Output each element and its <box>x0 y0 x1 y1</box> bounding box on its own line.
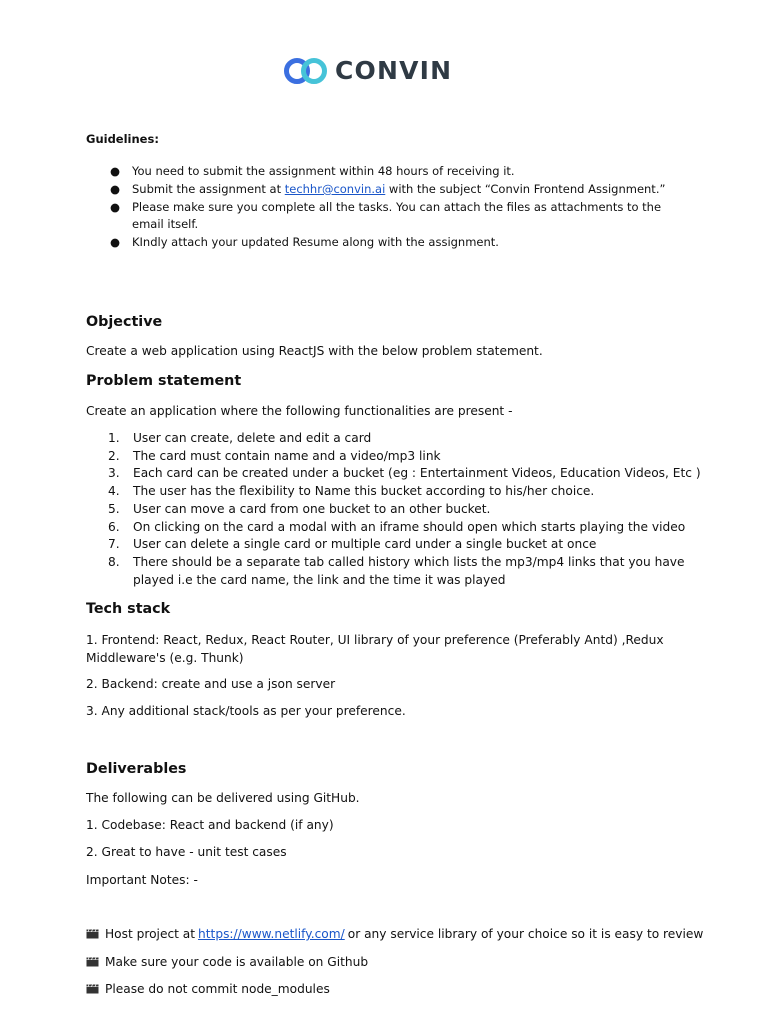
deliverables-heading: Deliverables <box>86 761 187 777</box>
list-item: ● You need to submit the assignment within 48 hours of receiving it. <box>86 163 686 181</box>
email-link[interactable]: techhr@convin.ai <box>284 181 386 196</box>
note-row: Host project at https://www.netlify.com/ or any service library of your choice so it is easy to review <box>86 927 703 941</box>
tech-line-2: 2. Backend: create and use a json server <box>86 677 336 691</box>
tech-heading: Tech stack <box>86 601 171 617</box>
deliverables-line-2: 2. Great to have - unit test cases <box>86 845 287 859</box>
list-item: ● KIndly attach your updated Resume along with the assignment. <box>86 234 686 252</box>
guidelines-list <box>86 163 686 252</box>
list-item: ● Submit the assignment at techhr@convin.ai with the subject “Convin Frontend Assignment.” <box>86 181 686 199</box>
list-item: 7. User can delete a single card or multiple card under a single bucket at once <box>108 537 597 552</box>
list-item: 8. There should be a separate tab called history which lists the mp3/mp4 links that you have played i.e the card name, the link and the time it was played <box>108 554 685 587</box>
guidelines-heading: Guidelines: <box>86 132 159 146</box>
clapperboard-icon <box>86 984 99 994</box>
bullet-icon: ● <box>110 164 121 178</box>
convin-logo <box>283 56 452 86</box>
clapperboard-icon <box>86 929 99 939</box>
note-row: Make sure your code is available on Github <box>86 955 368 969</box>
tech-line-3: 3. Any additional stack/tools as per your preference. <box>86 704 406 718</box>
bullet-icon: ● <box>110 199 121 214</box>
list-item: 6. On clicking on the card a modal with an iframe should open which starts playing the video <box>108 519 686 534</box>
problem-heading: Problem statement <box>86 373 242 389</box>
convin-logo-icon <box>283 56 329 86</box>
tech-line-1: 1. Frontend: React, Redux, React Router, UI library of your preference (Preferably Antd) ,Redux Middleware's (e.g. Thunk) <box>86 633 664 665</box>
list-item: ● Please make sure you complete all the tasks. You can attach the files as attachments to the email itself. <box>110 199 662 232</box>
list-item: 1. User can create, delete and edit a card <box>108 431 372 445</box>
note-row: Please do not commit node_modules <box>86 982 330 996</box>
list-item: 2. The card must contain name and a video/mp3 link <box>108 448 441 463</box>
list-item: 5. User can move a card from one bucket to an other bucket. <box>108 501 491 516</box>
notes-heading: Important Notes: - <box>86 873 198 887</box>
clapperboard-icon <box>86 957 99 967</box>
bullet-icon: ● <box>110 181 121 196</box>
netlify-link[interactable]: https://www.netlify.com/ <box>198 927 345 941</box>
logo-wordmark: CONVIN <box>335 56 453 85</box>
problem-intro: Create an application where the following functionalities are present - <box>86 404 513 418</box>
list-item: 4. The user has the flexibility to Name this bucket according to his/her choice. <box>108 484 595 499</box>
deliverables-line-1: 1. Codebase: React and backend (if any) <box>86 818 334 832</box>
objective-heading: Objective <box>86 314 163 330</box>
deliverables-intro: The following can be delivered using GitHub. <box>86 791 360 805</box>
objective-text: Create a web application using ReactJS with the below problem statement. <box>86 344 543 358</box>
problem-list <box>86 430 706 589</box>
bullet-icon: ● <box>110 235 121 250</box>
list-item: 3. Each card can be created under a bucket (eg : Entertainment Videos, Education Videos, Etc ) <box>108 466 701 481</box>
